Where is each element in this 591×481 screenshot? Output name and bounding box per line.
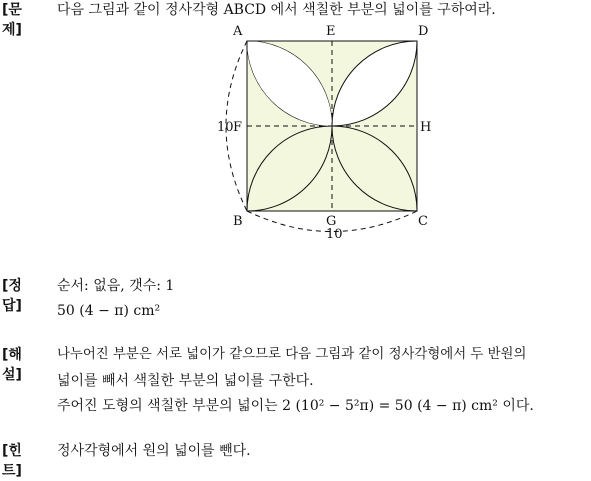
problem-text: 다음 그림과 같이 정사각형 ABCD 에서 색칠한 부분의 넓이를 구하여라. <box>57 2 496 18</box>
label-D: D <box>418 24 429 39</box>
label-H: H <box>420 120 432 135</box>
figure <box>0 20 591 250</box>
hint-text: 정사각형에서 원의 넓이를 뺀다. <box>57 443 251 459</box>
problem-tag: [문제] <box>2 2 22 38</box>
answer-line1: 순서: 없음, 갯수: 1 <box>57 278 175 294</box>
explanation-line1: 나누어진 부분은 서로 넓이가 같으므로 다음 그림과 같이 정사각형에서 두 반원의 <box>57 347 527 362</box>
label-F: F <box>233 120 243 135</box>
label-A: A <box>233 24 243 39</box>
label-E: E <box>326 24 336 39</box>
explanation-line2: 넓이를 빼서 색칠한 부분의 넓이를 구한다. <box>57 373 314 389</box>
explanation-tag: [해설] <box>2 347 22 383</box>
label-len-bottom: 10 <box>326 227 343 242</box>
label-len-left: 10 <box>217 120 234 135</box>
explanation-line3: 주어진 도형의 색칠한 부분의 넓이는 2 (10² − 5²π) = 50 (4 − π) cm² 이다. <box>57 398 534 414</box>
label-B: B <box>233 214 243 229</box>
answer-line2: 50 (4 − π) cm² <box>57 303 161 319</box>
hint-tag: [힌트] <box>2 443 22 479</box>
answer-tag: [정답] <box>2 278 22 314</box>
label-C: C <box>418 214 428 229</box>
label-G: G <box>326 214 337 229</box>
